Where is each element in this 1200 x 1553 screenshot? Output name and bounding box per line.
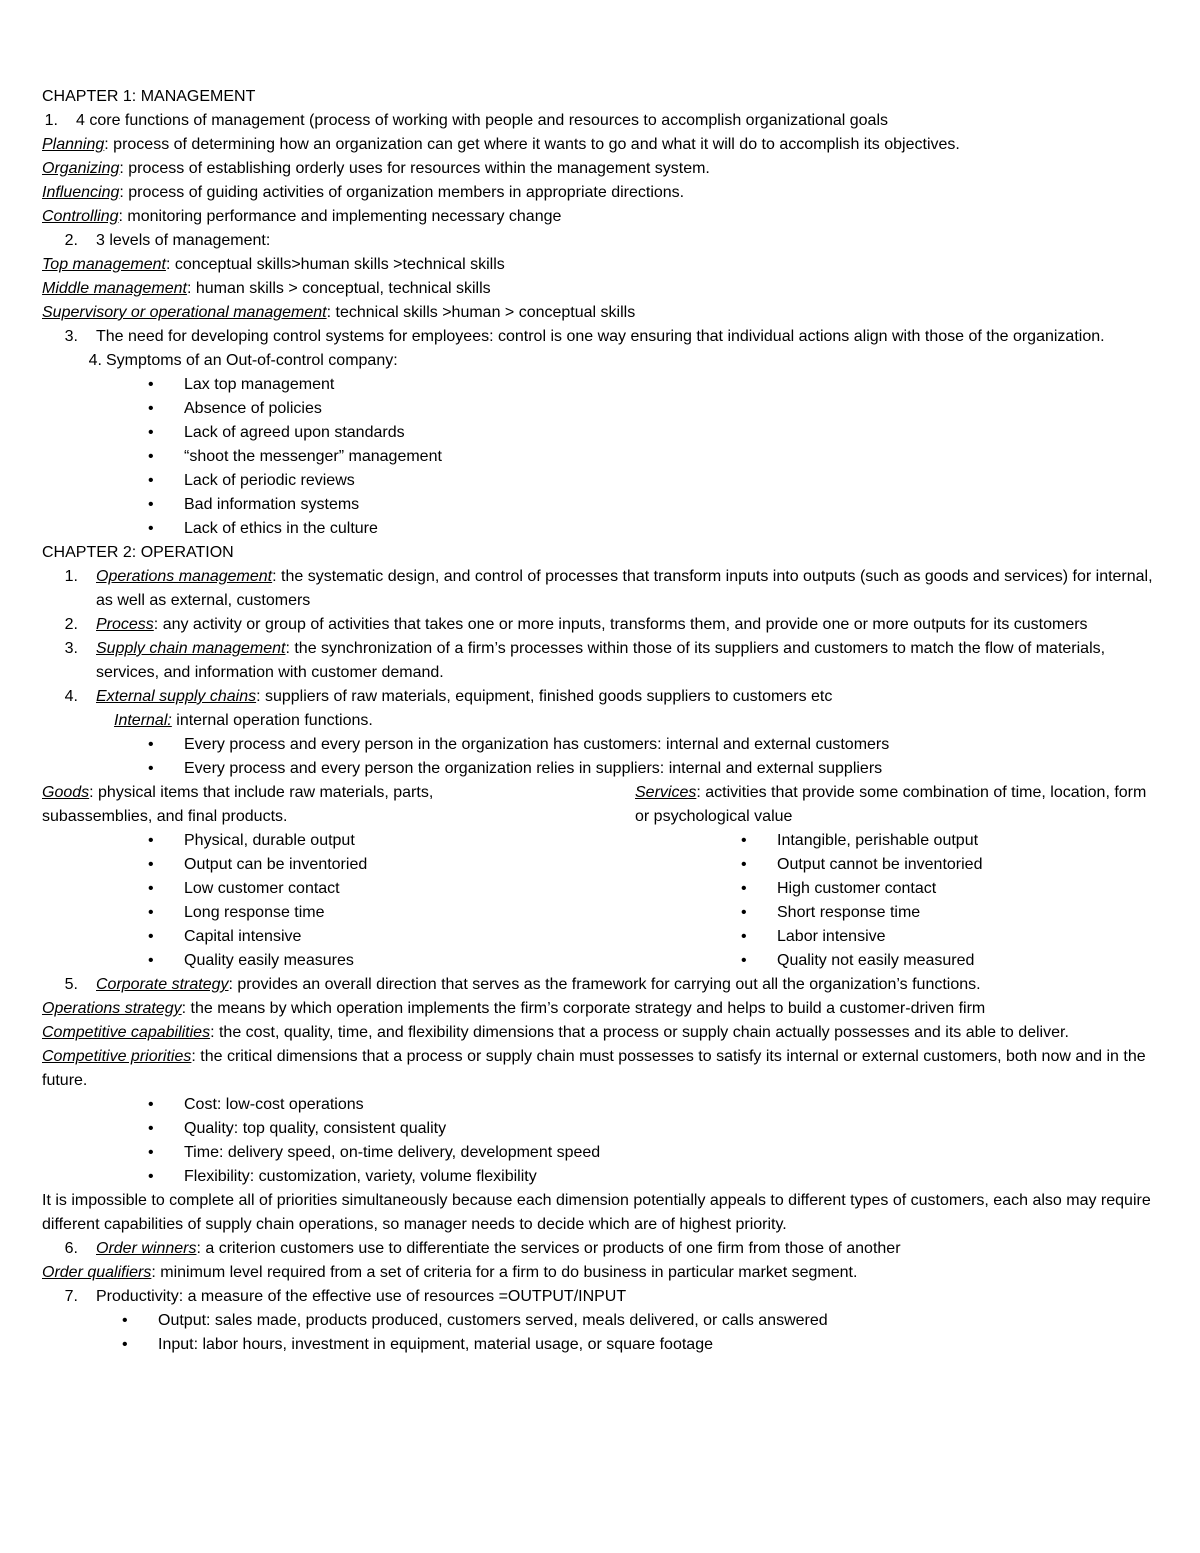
ch2-item-4 (42, 685, 1162, 709)
def-order-qualifiers (42, 1261, 1162, 1285)
list-item: • “shoot the messenger” management (42, 445, 1162, 469)
definition: : the cost, quality, time, and flexibility dimensions that a process or supply chain actually possesses and its able to deliver. (210, 1024, 1069, 1041)
ch1-item-4 (42, 349, 1162, 373)
def-organizing (42, 157, 1162, 181)
term: Order winners (96, 1240, 197, 1257)
def-influencing (42, 181, 1162, 205)
item-text: 4 core functions of management (process of working with people and resources to accomplish organizational goals (76, 112, 888, 129)
item-number: 3. (64, 328, 78, 345)
term: Supply chain management (96, 640, 286, 657)
list-item: • Every process and every person in the organization has customers: internal and external customers (42, 733, 1162, 757)
definition: : activities that provide some combination of time, location, form or psychological value (635, 784, 1147, 825)
ch2-item-3 (42, 637, 1162, 685)
def-internal (42, 709, 1162, 733)
def-planning (42, 133, 1162, 157)
def-competitive-capabilities (42, 1021, 1162, 1045)
def-supervisory-management (42, 301, 1162, 325)
definition: : any activity or group of activities that takes one or more inputs, transforms them, and provide one or more outputs for its customers (153, 616, 1088, 633)
list-item: • Cost: low-cost operations (42, 1093, 1162, 1117)
definition: : process of guiding activities of organization members in appropriate directions. (119, 184, 685, 201)
term: Goods (42, 784, 90, 801)
item-text: The need for developing control systems for employees: control is one way ensuring that individual actions align with those of the organization. (96, 328, 1105, 345)
list-item: • Time: delivery speed, on-time delivery, development speed (42, 1141, 1162, 1165)
list-item: • Input: labor hours, investment in equipment, material usage, or square footage (42, 1333, 1162, 1357)
symptoms-list (42, 373, 1162, 541)
def-goods (42, 781, 635, 829)
list-item: • Lack of agreed upon standards (42, 421, 1162, 445)
list-item: • Output cannot be inventoried (635, 853, 1162, 877)
list-item: • Quality easily measures (42, 949, 635, 973)
list-item: • Physical, durable output (42, 829, 635, 853)
definition: : the synchronization of a firm’s processes within those of its suppliers and customers to match the flow of materials, services, and information with customer demand. (96, 640, 1106, 681)
item-number: 4. (88, 352, 102, 369)
list-item: • Bad information systems (42, 493, 1162, 517)
ch2-item-5 (42, 973, 1162, 997)
term: Competitive capabilities (42, 1024, 211, 1041)
goods-services-columns (42, 781, 1162, 973)
list-item: • Quality: top quality, consistent quality (42, 1117, 1162, 1141)
ch2-item-1 (42, 565, 1162, 613)
list-item: • Quality not easily measured (635, 949, 1162, 973)
term: Planning (42, 136, 105, 153)
term: Top management (42, 256, 166, 273)
term: Process (96, 616, 154, 633)
ch2-item-6 (42, 1237, 1162, 1261)
ch1-item-2 (42, 229, 1162, 253)
term: Operations strategy (42, 1000, 182, 1017)
term: Competitive priorities (42, 1048, 192, 1065)
item-number: 4. (64, 688, 78, 705)
definition: : process of establishing orderly uses for resources within the management system. (119, 160, 710, 177)
term: Influencing (42, 184, 120, 201)
list-item: • Low customer contact (42, 877, 635, 901)
item-text: 3 levels of management: (96, 232, 271, 249)
definition: : process of determining how an organization can get where it wants to go and what it will do to accomplish its objectives. (104, 136, 960, 153)
list-item: • Every process and every person the organization relies in suppliers: internal and external suppliers (42, 757, 1162, 781)
item-number: 6. (64, 1240, 78, 1257)
list-item: • Lax top management (42, 373, 1162, 397)
chapter-1-heading: CHAPTER 1: MANAGEMENT (42, 88, 256, 105)
paragraph-priorities-note: It is impossible to complete all of priorities simultaneously because each dimension potentially appeals to different types of customers, each also may require different capabilities of supply chain operations, so manager needs to decide which are of highest priority. (42, 1192, 1151, 1233)
item-number: 7. (64, 1288, 78, 1305)
definition: internal operation functions. (171, 712, 373, 729)
definition: : suppliers of raw materials, equipment, finished goods suppliers to customers etc (256, 688, 833, 705)
definition: : human skills > conceptual, technical skills (186, 280, 491, 297)
term: Order qualifiers (42, 1264, 152, 1281)
definition: : provides an overall direction that serves as the framework for carrying out all the organization’s functions. (228, 976, 981, 993)
def-top-management (42, 253, 1162, 277)
list-item: • Labor intensive (635, 925, 1162, 949)
ch1-item-3 (42, 325, 1162, 349)
item-number: 3. (64, 640, 78, 657)
term: Corporate strategy (96, 976, 229, 993)
term: Services (635, 784, 697, 801)
item-number: 2. (64, 616, 78, 633)
item-number: 2. (64, 232, 78, 249)
def-operations-strategy (42, 997, 1162, 1021)
list-item: • Output: sales made, products produced, customers served, meals delivered, or calls answered (42, 1309, 1162, 1333)
def-competitive-priorities (42, 1045, 1162, 1093)
ch2-item-7 (42, 1285, 1162, 1309)
item-text: Symptoms of an Out-of-control company: (106, 352, 398, 369)
services-column (635, 781, 1162, 973)
term: External supply chains (96, 688, 257, 705)
item-number: 5. (64, 976, 78, 993)
item-number: 1. (64, 568, 78, 585)
def-middle-management (42, 277, 1162, 301)
definition: : the means by which operation implements the firm’s corporate strategy and helps to build a customer-driven firm (181, 1000, 986, 1017)
definition: : physical items that include raw materials, parts, subassemblies, and final products. (42, 784, 434, 825)
list-item: • High customer contact (635, 877, 1162, 901)
def-controlling (42, 205, 1162, 229)
list-item: • Output can be inventoried (42, 853, 635, 877)
goods-column (42, 781, 635, 973)
term: Organizing (42, 160, 120, 177)
item-text: Productivity: a measure of the effective use of resources =OUTPUT/INPUT (96, 1288, 627, 1305)
chapter-2-heading: CHAPTER 2: OPERATION (42, 544, 234, 561)
list-item: • Lack of ethics in the culture (42, 517, 1162, 541)
def-services (635, 781, 1162, 829)
definition: : a criterion customers use to differentiate the services or products of one firm from those of another (196, 1240, 901, 1257)
ch1-item-1 (42, 109, 1162, 133)
definition: : the systematic design, and control of processes that transform inputs into outputs (such as goods and services) for internal, as well as external, customers (96, 568, 1153, 609)
list-item: • Flexibility: customization, variety, volume flexibility (42, 1165, 1162, 1189)
term: Controlling (42, 208, 119, 225)
list-item: • Long response time (42, 901, 635, 925)
definition: : monitoring performance and implementing necessary change (118, 208, 562, 225)
definition: : conceptual skills>human skills >technical skills (165, 256, 505, 273)
list-item: • Capital intensive (42, 925, 635, 949)
definition: : technical skills >human > conceptual skills (326, 304, 636, 321)
item-number: 1. (44, 112, 58, 129)
term: Operations management (96, 568, 273, 585)
document-page (42, 85, 1162, 1357)
definition: : the critical dimensions that a process or supply chain must possesses to satisfy its internal or external customers, both now and in the future. (42, 1048, 1146, 1089)
list-item: • Absence of policies (42, 397, 1162, 421)
term: Internal: (114, 712, 172, 729)
ch2-item-2 (42, 613, 1162, 637)
definition: : minimum level required from a set of criteria for a firm to do business in particular market segment. (151, 1264, 858, 1281)
list-item: • Intangible, perishable output (635, 829, 1162, 853)
term: Middle management (42, 280, 187, 297)
term: Supervisory or operational management (42, 304, 327, 321)
list-item: • Short response time (635, 901, 1162, 925)
list-item: • Lack of periodic reviews (42, 469, 1162, 493)
